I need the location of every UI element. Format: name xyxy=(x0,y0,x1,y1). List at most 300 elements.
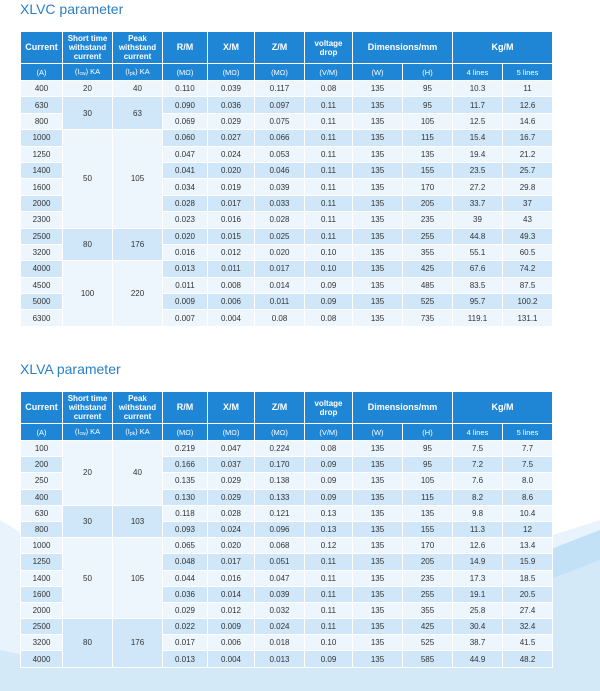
cell-current: 200 xyxy=(21,457,63,473)
cell-short-time-withstand: 80 xyxy=(63,619,113,668)
cell-xm: 0.011 xyxy=(208,261,255,277)
cell-kg-4-lines: 39 xyxy=(453,212,503,228)
cell-rm: 0.118 xyxy=(163,505,208,521)
cell-zm: 0.032 xyxy=(255,602,305,618)
cell-short-time-withstand: 30 xyxy=(63,505,113,537)
cell-peak-withstand: 105 xyxy=(113,130,163,228)
cell-zm: 0.224 xyxy=(255,441,305,457)
table-row xyxy=(21,81,553,97)
cell-current: 2000 xyxy=(21,602,63,618)
header-short-time-withstand-current: Short time withstand current xyxy=(63,32,113,64)
cell-rm: 0.028 xyxy=(163,195,208,211)
cell-kg-5-lines: 12.6 xyxy=(503,97,553,113)
cell-xm: 0.020 xyxy=(208,162,255,178)
cell-zm: 0.025 xyxy=(255,228,305,244)
cell-width: 135 xyxy=(353,473,403,489)
cell-rm: 0.047 xyxy=(163,146,208,162)
cell-current: 3200 xyxy=(21,635,63,651)
cell-width: 135 xyxy=(353,570,403,586)
xlvc-section xyxy=(20,0,552,327)
unit-rm: (MΩ) xyxy=(163,424,208,441)
cell-width: 135 xyxy=(353,146,403,162)
cell-width: 135 xyxy=(353,457,403,473)
cell-kg-4-lines: 83.5 xyxy=(453,277,503,293)
cell-current: 5000 xyxy=(21,294,63,310)
cell-kg-4-lines: 30.4 xyxy=(453,619,503,635)
cell-width: 135 xyxy=(353,179,403,195)
cell-current: 2300 xyxy=(21,212,63,228)
cell-kg-5-lines: 60.5 xyxy=(503,244,553,260)
cell-height: 355 xyxy=(403,244,453,260)
cell-rm: 0.130 xyxy=(163,489,208,505)
cell-kg-4-lines: 38.7 xyxy=(453,635,503,651)
unit-peak: $(I_{pk})$ KA xyxy=(113,64,163,81)
cell-rm: 0.048 xyxy=(163,554,208,570)
cell-xm: 0.017 xyxy=(208,554,255,570)
unit-rm: (MΩ) xyxy=(163,64,208,81)
cell-width: 135 xyxy=(353,81,403,97)
cell-kg-5-lines: 32.4 xyxy=(503,619,553,635)
cell-height: 155 xyxy=(403,521,453,537)
cell-zm: 0.096 xyxy=(255,521,305,537)
cell-voltage-drop: 0.10 xyxy=(305,244,353,260)
cell-height: 255 xyxy=(403,228,453,244)
header-dimensions: Dimensions/mm xyxy=(353,392,453,424)
cell-kg-5-lines: 12 xyxy=(503,521,553,537)
cell-zm: 0.075 xyxy=(255,113,305,129)
cell-height: 95 xyxy=(403,457,453,473)
table-row xyxy=(21,505,553,521)
cell-voltage-drop: 0.12 xyxy=(305,538,353,554)
cell-height: 735 xyxy=(403,310,453,326)
cell-rm: 0.022 xyxy=(163,619,208,635)
cell-width: 135 xyxy=(353,441,403,457)
cell-current: 3200 xyxy=(21,244,63,260)
cell-height: 105 xyxy=(403,113,453,129)
cell-xm: 0.009 xyxy=(208,619,255,635)
cell-zm: 0.013 xyxy=(255,651,305,667)
xlvc-title: XLVC parameter xyxy=(20,1,124,17)
cell-rm: 0.135 xyxy=(163,473,208,489)
cell-short-time-withstand: 50 xyxy=(63,538,113,619)
cell-rm: 0.029 xyxy=(163,602,208,618)
cell-xm: 0.004 xyxy=(208,310,255,326)
cell-width: 135 xyxy=(353,505,403,521)
unit-short-time: $(I_{cw})$ KA xyxy=(63,424,113,441)
cell-width: 135 xyxy=(353,586,403,602)
cell-kg-5-lines: 10.4 xyxy=(503,505,553,521)
cell-voltage-drop: 0.11 xyxy=(305,179,353,195)
cell-voltage-drop: 0.11 xyxy=(305,195,353,211)
cell-height: 585 xyxy=(403,651,453,667)
xlva-parameter-table xyxy=(20,391,553,668)
cell-kg-4-lines: 23.5 xyxy=(453,162,503,178)
cell-current: 1400 xyxy=(21,162,63,178)
cell-xm: 0.027 xyxy=(208,130,255,146)
cell-height: 115 xyxy=(403,489,453,505)
cell-height: 115 xyxy=(403,130,453,146)
cell-rm: 0.011 xyxy=(163,277,208,293)
cell-kg-5-lines: 16.7 xyxy=(503,130,553,146)
cell-rm: 0.013 xyxy=(163,261,208,277)
unit-zm: (MΩ) xyxy=(255,64,305,81)
cell-voltage-drop: 0.11 xyxy=(305,619,353,635)
header-xm: X/M xyxy=(208,32,255,64)
unit-height: (H) xyxy=(403,64,453,81)
cell-height: 205 xyxy=(403,554,453,570)
cell-peak-withstand: 105 xyxy=(113,538,163,619)
cell-voltage-drop: 0.11 xyxy=(305,602,353,618)
cell-kg-4-lines: 95.7 xyxy=(453,294,503,310)
cell-kg-5-lines: 7.7 xyxy=(503,441,553,457)
cell-xm: 0.016 xyxy=(208,570,255,586)
cell-rm: 0.016 xyxy=(163,244,208,260)
header-zm: Z/M xyxy=(255,32,305,64)
table-row xyxy=(21,130,553,146)
cell-xm: 0.020 xyxy=(208,538,255,554)
cell-width: 135 xyxy=(353,635,403,651)
cell-current: 400 xyxy=(21,489,63,505)
cell-short-time-withstand: 50 xyxy=(63,130,113,228)
cell-current: 4000 xyxy=(21,651,63,667)
cell-kg-4-lines: 10.3 xyxy=(453,81,503,97)
cell-zm: 0.017 xyxy=(255,261,305,277)
cell-voltage-drop: 0.08 xyxy=(305,81,353,97)
cell-voltage-drop: 0.11 xyxy=(305,97,353,113)
cell-short-time-withstand: 20 xyxy=(63,441,113,506)
cell-voltage-drop: 0.11 xyxy=(305,130,353,146)
cell-kg-4-lines: 19.4 xyxy=(453,146,503,162)
cell-height: 170 xyxy=(403,538,453,554)
cell-peak-withstand: 40 xyxy=(113,441,163,506)
xlvc-parameter-table xyxy=(20,31,553,327)
table-row xyxy=(21,538,553,554)
table-row xyxy=(21,441,553,457)
unit-voltage-drop: (V/M) xyxy=(305,424,353,441)
table-row xyxy=(21,97,553,113)
cell-zm: 0.117 xyxy=(255,81,305,97)
cell-kg-5-lines: 25.7 xyxy=(503,162,553,178)
cell-current: 6300 xyxy=(21,310,63,326)
cell-width: 135 xyxy=(353,651,403,667)
cell-kg-4-lines: 67.6 xyxy=(453,261,503,277)
unit-peak: $(I_{pk})$ KA xyxy=(113,424,163,441)
cell-voltage-drop: 0.13 xyxy=(305,505,353,521)
cell-kg-4-lines: 14.9 xyxy=(453,554,503,570)
cell-width: 135 xyxy=(353,538,403,554)
cell-rm: 0.069 xyxy=(163,113,208,129)
cell-width: 135 xyxy=(353,130,403,146)
cell-kg-4-lines: 55.1 xyxy=(453,244,503,260)
cell-height: 95 xyxy=(403,81,453,97)
cell-current: 1000 xyxy=(21,538,63,554)
cell-voltage-drop: 0.11 xyxy=(305,570,353,586)
cell-kg-4-lines: 19.1 xyxy=(453,586,503,602)
cell-current: 1250 xyxy=(21,554,63,570)
cell-kg-4-lines: 33.7 xyxy=(453,195,503,211)
table-row xyxy=(21,228,553,244)
cell-rm: 0.023 xyxy=(163,212,208,228)
cell-zm: 0.133 xyxy=(255,489,305,505)
cell-voltage-drop: 0.11 xyxy=(305,554,353,570)
cell-current: 400 xyxy=(21,81,63,97)
cell-voltage-drop: 0.09 xyxy=(305,473,353,489)
cell-kg-5-lines: 11 xyxy=(503,81,553,97)
unit-current: (A) xyxy=(21,64,63,81)
cell-kg-5-lines: 13.4 xyxy=(503,538,553,554)
cell-short-time-withstand: 30 xyxy=(63,97,113,130)
cell-xm: 0.012 xyxy=(208,244,255,260)
cell-zm: 0.047 xyxy=(255,570,305,586)
cell-xm: 0.029 xyxy=(208,489,255,505)
cell-width: 135 xyxy=(353,310,403,326)
cell-current: 100 xyxy=(21,441,63,457)
cell-height: 525 xyxy=(403,635,453,651)
cell-xm: 0.016 xyxy=(208,212,255,228)
cell-height: 135 xyxy=(403,505,453,521)
cell-rm: 0.034 xyxy=(163,179,208,195)
cell-peak-withstand: 220 xyxy=(113,261,163,327)
header-kg-per-m: Kg/M xyxy=(453,392,553,424)
cell-width: 135 xyxy=(353,619,403,635)
cell-rm: 0.166 xyxy=(163,457,208,473)
cell-kg-5-lines: 87.5 xyxy=(503,277,553,293)
cell-zm: 0.121 xyxy=(255,505,305,521)
cell-kg-4-lines: 25.8 xyxy=(453,602,503,618)
cell-width: 135 xyxy=(353,602,403,618)
cell-zm: 0.068 xyxy=(255,538,305,554)
cell-kg-5-lines: 131.1 xyxy=(503,310,553,326)
table-row xyxy=(21,619,553,635)
header-short-time-withstand-current: Short time withstand current xyxy=(63,392,113,424)
cell-width: 135 xyxy=(353,521,403,537)
cell-rm: 0.009 xyxy=(163,294,208,310)
cell-rm: 0.060 xyxy=(163,130,208,146)
cell-xm: 0.008 xyxy=(208,277,255,293)
cell-kg-4-lines: 44.8 xyxy=(453,228,503,244)
cell-current: 1400 xyxy=(21,570,63,586)
cell-height: 425 xyxy=(403,261,453,277)
cell-xm: 0.006 xyxy=(208,294,255,310)
cell-kg-4-lines: 12.5 xyxy=(453,113,503,129)
cell-current: 630 xyxy=(21,505,63,521)
header-voltage-drop: voltage drop xyxy=(305,392,353,424)
header-peak-withstand-current: Peak withstand current xyxy=(113,392,163,424)
unit-5-lines: 5 lines xyxy=(503,64,553,81)
cell-height: 95 xyxy=(403,441,453,457)
cell-kg-5-lines: 100.2 xyxy=(503,294,553,310)
cell-voltage-drop: 0.11 xyxy=(305,212,353,228)
cell-kg-5-lines: 18.5 xyxy=(503,570,553,586)
cell-height: 170 xyxy=(403,179,453,195)
cell-rm: 0.044 xyxy=(163,570,208,586)
xlva-section xyxy=(20,360,552,668)
cell-kg-4-lines: 17.3 xyxy=(453,570,503,586)
cell-current: 630 xyxy=(21,97,63,113)
cell-xm: 0.029 xyxy=(208,473,255,489)
cell-height: 155 xyxy=(403,162,453,178)
cell-kg-5-lines: 74.2 xyxy=(503,261,553,277)
cell-zm: 0.024 xyxy=(255,619,305,635)
header-xm: X/M xyxy=(208,392,255,424)
cell-short-time-withstand: 20 xyxy=(63,81,113,97)
cell-kg-4-lines: 119.1 xyxy=(453,310,503,326)
cell-current: 2000 xyxy=(21,195,63,211)
unit-height: (H) xyxy=(403,424,453,441)
cell-current: 1600 xyxy=(21,179,63,195)
header-current: Current xyxy=(21,32,63,64)
cell-rm: 0.093 xyxy=(163,521,208,537)
cell-kg-5-lines: 27.4 xyxy=(503,602,553,618)
cell-xm: 0.028 xyxy=(208,505,255,521)
cell-voltage-drop: 0.09 xyxy=(305,277,353,293)
cell-height: 205 xyxy=(403,195,453,211)
cell-voltage-drop: 0.08 xyxy=(305,310,353,326)
cell-voltage-drop: 0.11 xyxy=(305,113,353,129)
cell-width: 135 xyxy=(353,244,403,260)
cell-voltage-drop: 0.11 xyxy=(305,586,353,602)
cell-height: 135 xyxy=(403,146,453,162)
header-dimensions: Dimensions/mm xyxy=(353,32,453,64)
cell-zm: 0.066 xyxy=(255,130,305,146)
cell-height: 485 xyxy=(403,277,453,293)
cell-voltage-drop: 0.13 xyxy=(305,521,353,537)
cell-kg-5-lines: 41.5 xyxy=(503,635,553,651)
cell-kg-5-lines: 20.5 xyxy=(503,586,553,602)
cell-current: 1000 xyxy=(21,130,63,146)
header-rm: R/M xyxy=(163,392,208,424)
cell-voltage-drop: 0.10 xyxy=(305,261,353,277)
header-voltage-drop: voltage drop xyxy=(305,32,353,64)
header-rm: R/M xyxy=(163,32,208,64)
xlva-title: XLVA parameter xyxy=(20,361,121,377)
cell-kg-5-lines: 7.5 xyxy=(503,457,553,473)
cell-voltage-drop: 0.09 xyxy=(305,489,353,505)
cell-peak-withstand: 176 xyxy=(113,619,163,668)
unit-5-lines: 5 lines xyxy=(503,424,553,441)
unit-width: (W) xyxy=(353,424,403,441)
cell-kg-5-lines: 29.8 xyxy=(503,179,553,195)
cell-kg-5-lines: 21.2 xyxy=(503,146,553,162)
unit-xm: (MΩ) xyxy=(208,64,255,81)
cell-zm: 0.08 xyxy=(255,310,305,326)
cell-kg-4-lines: 15.4 xyxy=(453,130,503,146)
unit-4-lines: 4 lines xyxy=(453,424,503,441)
cell-short-time-withstand: 100 xyxy=(63,261,113,327)
cell-xm: 0.036 xyxy=(208,97,255,113)
cell-kg-4-lines: 8.2 xyxy=(453,489,503,505)
cell-height: 105 xyxy=(403,473,453,489)
cell-xm: 0.012 xyxy=(208,602,255,618)
cell-width: 135 xyxy=(353,212,403,228)
cell-width: 135 xyxy=(353,113,403,129)
cell-xm: 0.004 xyxy=(208,651,255,667)
cell-zm: 0.138 xyxy=(255,473,305,489)
cell-zm: 0.020 xyxy=(255,244,305,260)
cell-rm: 0.020 xyxy=(163,228,208,244)
cell-width: 135 xyxy=(353,162,403,178)
cell-height: 525 xyxy=(403,294,453,310)
cell-xm: 0.024 xyxy=(208,521,255,537)
cell-kg-5-lines: 8.0 xyxy=(503,473,553,489)
cell-zm: 0.170 xyxy=(255,457,305,473)
cell-kg-4-lines: 9.8 xyxy=(453,505,503,521)
unit-xm: (MΩ) xyxy=(208,424,255,441)
cell-width: 135 xyxy=(353,228,403,244)
unit-zm: (MΩ) xyxy=(255,424,305,441)
header-current: Current xyxy=(21,392,63,424)
cell-xm: 0.037 xyxy=(208,457,255,473)
cell-current: 4500 xyxy=(21,277,63,293)
cell-width: 135 xyxy=(353,489,403,505)
cell-width: 135 xyxy=(353,294,403,310)
cell-kg-4-lines: 7.2 xyxy=(453,457,503,473)
cell-xm: 0.024 xyxy=(208,146,255,162)
unit-4-lines: 4 lines xyxy=(453,64,503,81)
cell-zm: 0.053 xyxy=(255,146,305,162)
cell-zm: 0.051 xyxy=(255,554,305,570)
cell-xm: 0.006 xyxy=(208,635,255,651)
cell-kg-4-lines: 12.6 xyxy=(453,538,503,554)
cell-kg-5-lines: 49.3 xyxy=(503,228,553,244)
cell-xm: 0.014 xyxy=(208,586,255,602)
cell-current: 800 xyxy=(21,113,63,129)
cell-kg-5-lines: 43 xyxy=(503,212,553,228)
cell-kg-4-lines: 7.5 xyxy=(453,441,503,457)
cell-kg-5-lines: 14.6 xyxy=(503,113,553,129)
unit-width: (W) xyxy=(353,64,403,81)
cell-voltage-drop: 0.09 xyxy=(305,651,353,667)
unit-voltage-drop: (V/M) xyxy=(305,64,353,81)
cell-rm: 0.017 xyxy=(163,635,208,651)
cell-peak-withstand: 63 xyxy=(113,97,163,130)
cell-height: 255 xyxy=(403,586,453,602)
cell-width: 135 xyxy=(353,195,403,211)
cell-current: 1250 xyxy=(21,146,63,162)
cell-kg-5-lines: 48.2 xyxy=(503,651,553,667)
cell-rm: 0.110 xyxy=(163,81,208,97)
cell-zm: 0.028 xyxy=(255,212,305,228)
cell-current: 1600 xyxy=(21,586,63,602)
cell-current: 4000 xyxy=(21,261,63,277)
cell-kg-4-lines: 11.3 xyxy=(453,521,503,537)
cell-kg-4-lines: 11.7 xyxy=(453,97,503,113)
table-row xyxy=(21,261,553,277)
header-peak-withstand-current: Peak withstand current xyxy=(113,32,163,64)
cell-peak-withstand: 176 xyxy=(113,228,163,261)
unit-current: (A) xyxy=(21,424,63,441)
cell-zm: 0.046 xyxy=(255,162,305,178)
cell-xm: 0.039 xyxy=(208,81,255,97)
cell-xm: 0.019 xyxy=(208,179,255,195)
cell-zm: 0.018 xyxy=(255,635,305,651)
cell-peak-withstand: 103 xyxy=(113,505,163,537)
cell-zm: 0.033 xyxy=(255,195,305,211)
cell-voltage-drop: 0.11 xyxy=(305,146,353,162)
cell-kg-4-lines: 7.6 xyxy=(453,473,503,489)
cell-height: 95 xyxy=(403,97,453,113)
cell-zm: 0.014 xyxy=(255,277,305,293)
cell-kg-4-lines: 27.2 xyxy=(453,179,503,195)
cell-xm: 0.017 xyxy=(208,195,255,211)
cell-rm: 0.007 xyxy=(163,310,208,326)
cell-kg-5-lines: 15.9 xyxy=(503,554,553,570)
cell-current: 250 xyxy=(21,473,63,489)
cell-rm: 0.090 xyxy=(163,97,208,113)
cell-xm: 0.015 xyxy=(208,228,255,244)
cell-zm: 0.097 xyxy=(255,97,305,113)
cell-short-time-withstand: 80 xyxy=(63,228,113,261)
